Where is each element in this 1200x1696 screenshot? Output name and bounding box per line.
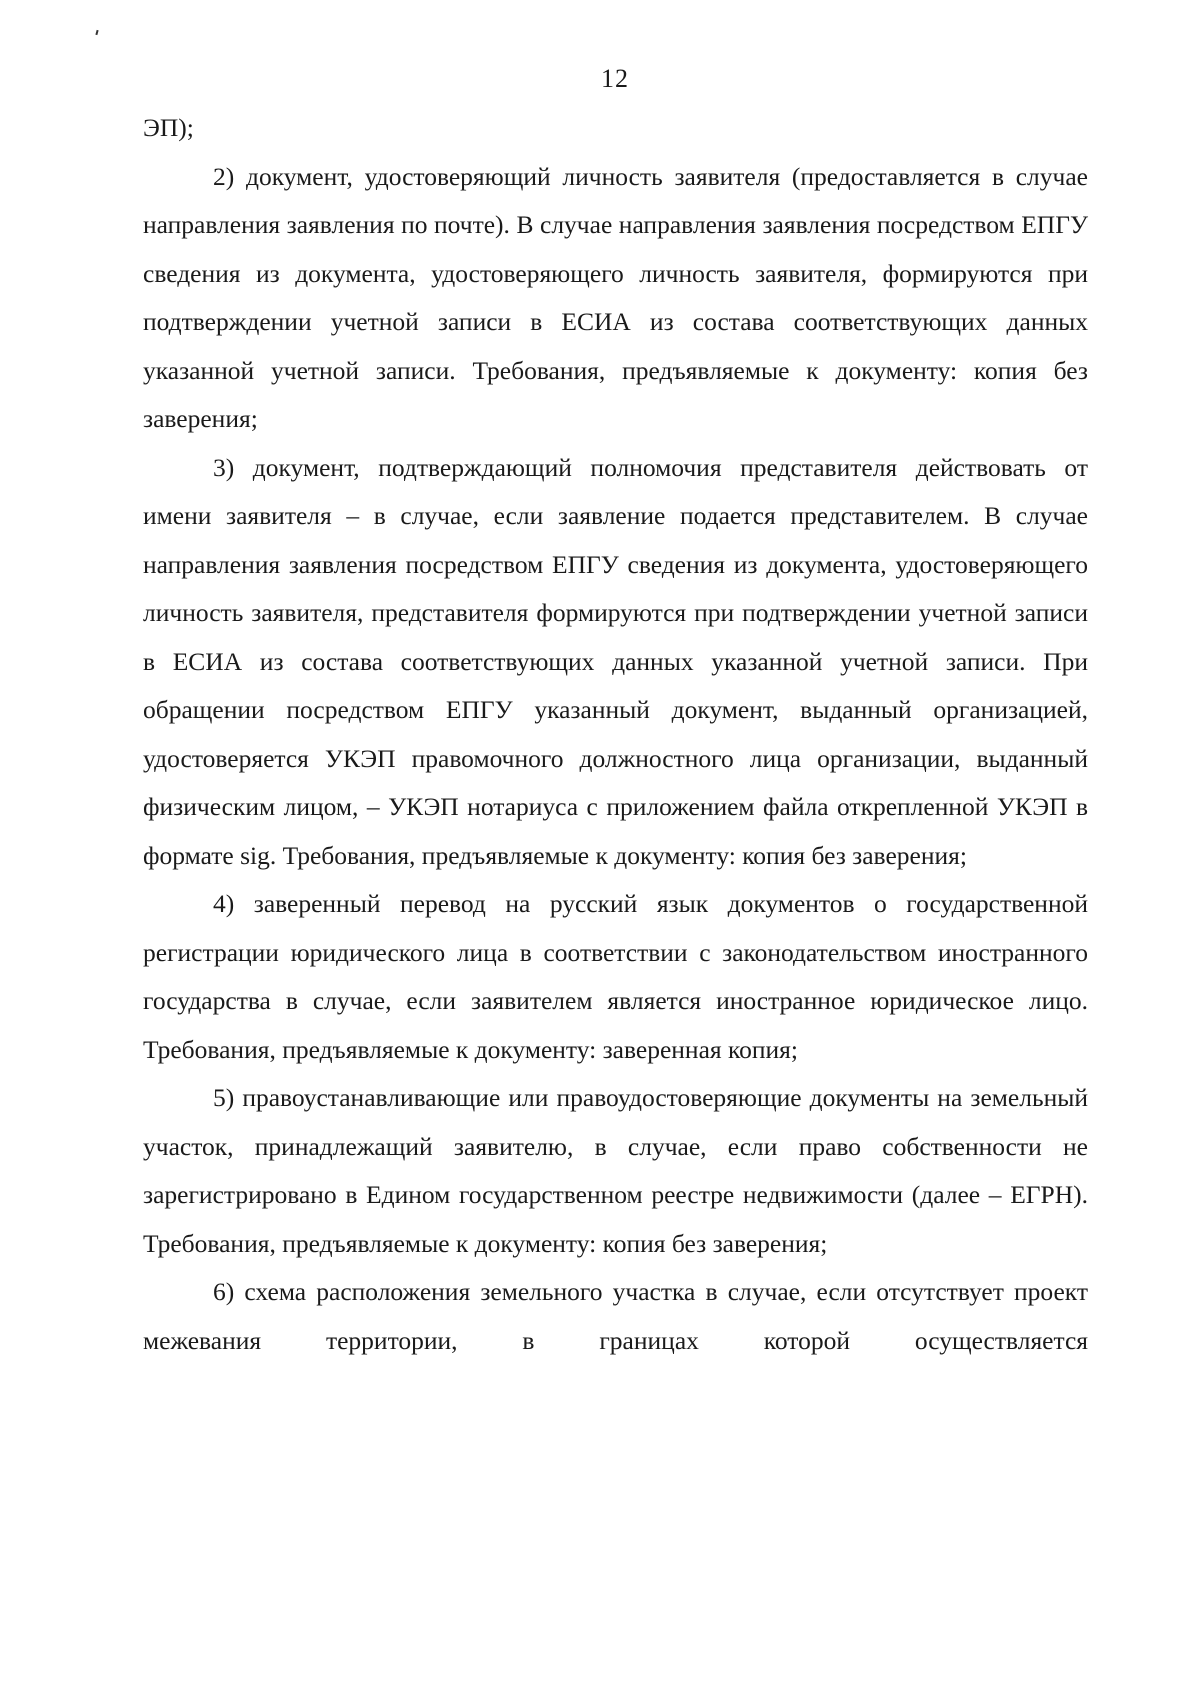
paragraph-continuation: ЭП);	[143, 113, 194, 142]
paragraph-item-2: 2) документ, удостоверяющий личность заявителя (предоставляется в случае направления заявления по почте). В случае направления заявления посредством ЕПГУ сведения из документа, удостоверяющего личность заявителя, формируются при подтверждении учетной записи в ЕСИА из состава соответствующих данных указанной учетной записи. Требования, предъявляемые к документу: копия без заверения;	[143, 161, 1088, 433]
paragraph-item-3: 3) документ, подтверждающий полномочия представителя действовать от имени заявителя – в случае, если заявление подается представителем. В случае направления заявления посредством ЕПГУ сведения из документа, удостоверяющего личность заявителя, представителя формируются при подтверждении учетной записи в ЕСИА из состава соответствующих данных указанной учетной записи. При обращении посредством ЕПГУ указанный документ, выданный организацией, удостоверяется УКЭП правомочного должностного лица организации, выданный физическим лицом, – УКЭП нотариуса с приложением файла открепленной УКЭП в формате sig. Требования, предъявляемые к документу: копия без заверения;	[143, 452, 1088, 870]
paragraph-item-5: 5) правоустанавливающие или правоудостоверяющие документы на земельный участок, принадлежащий заявителю, в случае, если право собственности не зарегистрировано в Едином государственном реестре недвижимости (далее – ЕГРН). Требования, предъявляемые к документу: копия без заверения;	[143, 1083, 1088, 1258]
page-number: 12	[601, 64, 629, 93]
paragraph-item-6: 6) схема расположения земельного участка в случае, если отсутствует проект межевания территории, в границах которой осуществляется	[143, 1277, 1088, 1355]
paragraph-item-4: 4) заверенный перевод на русский язык документов о государственной регистрации юридического лица в соответствии с законодательством иностранного государства в случае, если заявителем является иностранное юридическое лицо. Требования, предъявляемые к документу: заверенная копия;	[143, 889, 1088, 1064]
scan-speck	[95, 30, 98, 35]
document-body	[143, 104, 1088, 1365]
